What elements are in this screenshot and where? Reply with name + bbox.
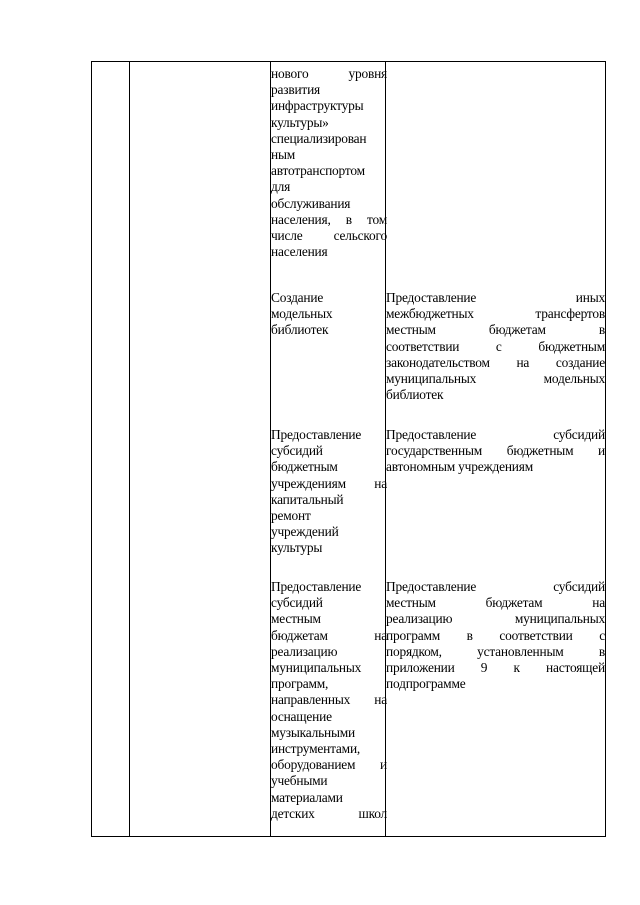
text-line: учреждениям на bbox=[271, 475, 387, 491]
text-line: Предоставление bbox=[271, 427, 362, 442]
text-line: для bbox=[271, 179, 291, 195]
text-line: библиотек bbox=[386, 387, 444, 403]
text-line: ным bbox=[271, 147, 296, 163]
text-line: капитальный bbox=[271, 491, 344, 507]
text-line: специализирован bbox=[271, 130, 367, 146]
text-line: населения bbox=[271, 244, 328, 260]
text-line: автотранспортом bbox=[271, 163, 365, 179]
text-line: муниципальных bbox=[271, 660, 362, 676]
text-line: приложении 9 к настоящей bbox=[386, 660, 605, 676]
text-line: субсидий bbox=[271, 595, 323, 611]
text-line: бюджетным bbox=[271, 459, 338, 475]
text-line: Предоставление bbox=[271, 579, 362, 594]
text-line: населения, в том bbox=[271, 211, 387, 227]
text-line: Предоставление субсидий bbox=[386, 579, 605, 594]
text-line: Создание bbox=[271, 290, 324, 305]
text-line: бюджетам на bbox=[271, 627, 387, 643]
text-line: развития bbox=[271, 82, 320, 98]
text-line: реализацию bbox=[271, 643, 338, 659]
text-line: музыкальными bbox=[271, 724, 356, 740]
col4-block-institution-subsidies bbox=[386, 427, 605, 476]
text-line: инфраструктуры bbox=[271, 98, 364, 114]
text-line: инструментами, bbox=[271, 741, 361, 757]
text-line: местным bbox=[271, 611, 321, 627]
text-line: детских школ bbox=[271, 805, 387, 821]
text-line: материалами bbox=[271, 789, 343, 805]
continuation-table bbox=[91, 61, 606, 837]
text-line: учебными bbox=[271, 773, 328, 789]
text-line: библиотек bbox=[271, 322, 329, 338]
text-line: государственным бюджетным и bbox=[386, 443, 605, 459]
col3-block-infrastructure bbox=[271, 66, 387, 260]
text-line: нового уровня bbox=[271, 66, 387, 81]
text-line: соответствии с бюджетным bbox=[386, 338, 605, 354]
text-line: модельных bbox=[271, 306, 333, 322]
text-line: местным бюджетам на bbox=[386, 595, 605, 611]
text-line: межбюджетных трансфертов bbox=[386, 306, 605, 322]
text-line: направленных на bbox=[271, 692, 387, 708]
text-line: муниципальных модельных bbox=[386, 371, 605, 387]
text-line: порядком, установленным в bbox=[386, 643, 605, 659]
text-line: программ в соответствии с bbox=[386, 627, 605, 643]
col3-block-music-schools bbox=[271, 579, 387, 822]
text-line: учреждений bbox=[271, 524, 339, 540]
text-line: ремонт bbox=[271, 508, 311, 524]
text-line: автономным учреждениям bbox=[386, 459, 534, 475]
text-line: оборудованием и bbox=[271, 757, 387, 773]
text-line: Предоставление субсидий bbox=[386, 427, 605, 442]
col3-block-capital-repair bbox=[271, 427, 387, 557]
text-line: культуры» bbox=[271, 114, 329, 130]
text-line: культуры bbox=[271, 540, 323, 556]
text-line: обслуживания bbox=[271, 195, 351, 211]
text-line: Предоставление иных bbox=[386, 290, 605, 305]
col3-block-model-libraries bbox=[271, 290, 387, 339]
text-line: программ, bbox=[271, 676, 329, 692]
text-line: реализацию муниципальных bbox=[386, 611, 605, 627]
text-line: законодательством на создание bbox=[386, 354, 605, 370]
col4-block-municipal-subsidies bbox=[386, 579, 605, 692]
text-line: субсидий bbox=[271, 443, 323, 459]
text-line: местным бюджетам в bbox=[386, 322, 605, 338]
column-divider-1 bbox=[129, 62, 130, 836]
text-line: оснащение bbox=[271, 708, 332, 724]
text-line: числе сельского bbox=[271, 228, 387, 244]
col4-block-model-libraries bbox=[386, 290, 605, 403]
text-line: подпрограмме bbox=[386, 676, 466, 692]
